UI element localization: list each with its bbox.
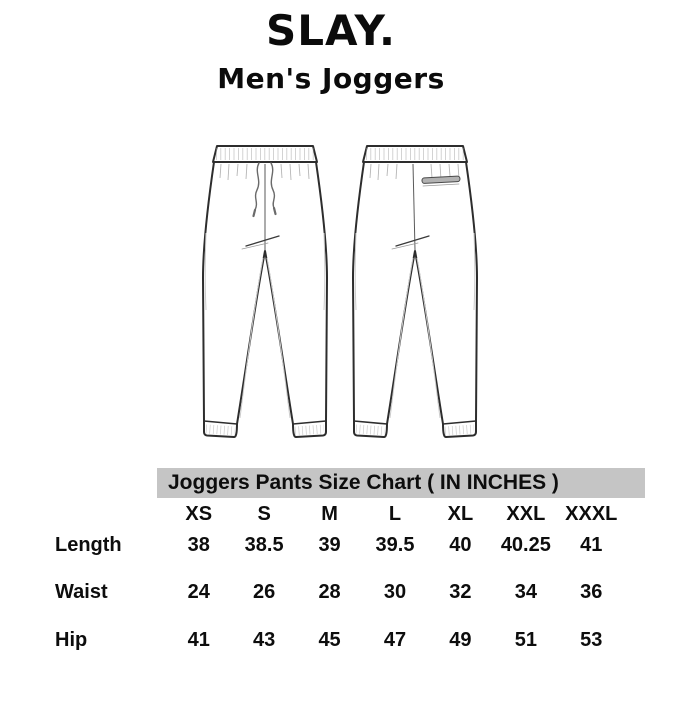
waist-xl: 32 xyxy=(449,581,472,603)
table-row-hip xyxy=(166,627,624,653)
row-label-waist: Waist xyxy=(55,581,108,603)
length-xxxl: 41 xyxy=(580,534,603,556)
waist-s: 26 xyxy=(253,581,276,603)
row-label-length: Length xyxy=(55,534,122,556)
row-label-hip: Hip xyxy=(55,629,88,651)
joggers-back-illustration xyxy=(343,138,487,460)
waist-xxxl: 36 xyxy=(580,581,603,603)
hip-m: 45 xyxy=(318,629,341,651)
size-col-m: M xyxy=(321,503,338,525)
size-col-xl: XL xyxy=(447,503,474,525)
product-subtitle: Men's Joggers xyxy=(217,62,445,95)
hip-xs: 41 xyxy=(187,629,210,651)
waist-l: 30 xyxy=(383,581,407,603)
hip-xxxl: 53 xyxy=(580,629,603,651)
size-chart-title: Joggers Pants Size Chart ( IN INCHES ) xyxy=(168,471,559,494)
size-col-l: L xyxy=(388,503,402,525)
waist-m: 28 xyxy=(318,581,341,603)
size-header-row xyxy=(166,501,624,527)
length-xs: 38 xyxy=(187,534,210,556)
length-m: 39 xyxy=(318,534,341,556)
size-col-xxl: XXL xyxy=(506,503,546,525)
length-l: 39.5 xyxy=(375,534,415,556)
length-s: 38.5 xyxy=(244,534,284,556)
size-col-s: S xyxy=(257,503,271,525)
waist-xs: 24 xyxy=(187,581,210,603)
length-xxl: 40.25 xyxy=(500,534,551,556)
hip-s: 43 xyxy=(253,629,276,651)
joggers-front-illustration xyxy=(193,138,337,460)
brand-title: SLAY. xyxy=(266,6,396,55)
table-row-waist xyxy=(166,579,624,605)
hip-xxl: 51 xyxy=(514,629,537,651)
waist-xxl: 34 xyxy=(514,581,537,603)
size-col-xs: XS xyxy=(185,503,213,525)
size-col-xxxl: XXXL xyxy=(565,503,618,525)
size-chart-title-bar xyxy=(157,468,645,498)
length-xl: 40 xyxy=(449,534,472,556)
hip-l: 47 xyxy=(383,629,407,651)
hip-xl: 49 xyxy=(449,629,472,651)
back-leg-outline xyxy=(353,162,477,437)
table-row-length xyxy=(166,532,624,558)
